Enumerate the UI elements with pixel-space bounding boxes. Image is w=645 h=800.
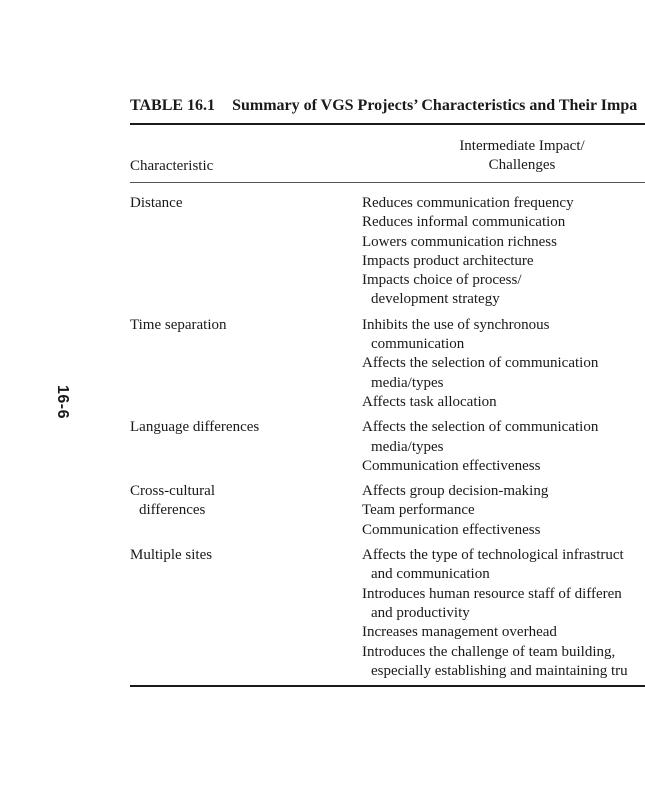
impacts-cell (362, 418, 645, 476)
impact-item (362, 643, 645, 682)
characteristic-text: Distance (130, 195, 183, 211)
header-characteristic: Characteristic (130, 158, 214, 174)
impact-text: Reduces communication frequency (362, 195, 574, 211)
impact-text: Communication effectiveness (362, 457, 541, 474)
impact-text: media/types (371, 374, 444, 391)
impact-text: Inhibits the use of synchronous (362, 316, 550, 333)
impact-text: Affects task allocation (362, 393, 497, 410)
table-row (130, 482, 645, 540)
impacts-cell (362, 482, 645, 540)
table-row (130, 194, 645, 310)
impact-text: and productivity (371, 604, 470, 621)
table-row (130, 316, 645, 412)
characteristic-text: Time separation (130, 316, 227, 333)
characteristic-cell (130, 482, 362, 540)
impact-text: Affects the selection of communication (362, 355, 599, 372)
impact-item (362, 418, 645, 457)
impact-item (362, 252, 645, 271)
impact-text: Reduces informal communication (362, 214, 566, 231)
impact-text: Impacts choice of process/ (362, 272, 522, 289)
impact-item (362, 521, 645, 540)
page-number: 16-6 (54, 384, 71, 420)
table-label: TABLE 16.1 (130, 97, 216, 114)
table-caption (130, 97, 637, 115)
impact-text: Communication effectiveness (362, 521, 541, 538)
impact-text: and communication (371, 566, 490, 583)
impact-item (362, 213, 645, 232)
impacts-cell (362, 316, 645, 412)
impacts-cell (362, 546, 645, 681)
impact-item (362, 585, 645, 624)
table-bottom-rule (130, 685, 645, 687)
characteristic-text: differences (139, 502, 206, 519)
characteristic-cell (130, 194, 362, 310)
header-rule (130, 182, 645, 183)
impact-text: Affects group decision-making (362, 483, 549, 500)
impact-item (362, 482, 645, 501)
characteristic-cell (130, 316, 362, 412)
impact-item (362, 623, 645, 642)
table-title: Summary of VGS Projects’ Characteristics and Their Impa (232, 97, 638, 114)
impact-item (362, 316, 645, 355)
impact-item (362, 354, 645, 393)
header-impact-line2: Challenges (488, 157, 556, 173)
impact-text: Increases management overhead (362, 624, 557, 641)
impact-text: communication (371, 336, 465, 353)
table-row (130, 546, 645, 681)
characteristic-text: Multiple sites (130, 547, 213, 564)
impact-item (362, 194, 645, 213)
characteristic-cell (130, 546, 362, 681)
impact-text: Lowers communication richness (362, 233, 557, 250)
table-top-rule (130, 123, 645, 125)
impact-text: Team performance (362, 502, 475, 519)
impact-text: especially establishing and maintaining tru (371, 662, 628, 679)
impact-text: development strategy (371, 291, 500, 308)
characteristic-cell (130, 418, 362, 476)
impact-text: media/types (371, 438, 444, 455)
impact-item (362, 546, 645, 585)
impact-item (362, 501, 645, 520)
header-impact (432, 137, 612, 175)
impact-text: Affects the type of technological infrastruct (362, 547, 624, 564)
impact-item (362, 233, 645, 252)
impact-text: Affects the selection of communication (362, 419, 599, 436)
impact-item (362, 457, 645, 476)
characteristic-text: Language differences (130, 419, 260, 436)
impact-text: Impacts product architecture (362, 252, 534, 269)
impacts-cell (362, 194, 645, 310)
impact-text: Introduces the challenge of team building, (362, 643, 616, 660)
impact-item (362, 271, 645, 310)
impact-item (362, 393, 645, 412)
impact-text: Introduces human resource staff of differen (362, 585, 622, 602)
characteristic-text: Cross-cultural (130, 483, 215, 500)
table-row (130, 418, 645, 476)
table-body (130, 194, 645, 687)
header-impact-line1: Intermediate Impact/ (459, 138, 585, 154)
